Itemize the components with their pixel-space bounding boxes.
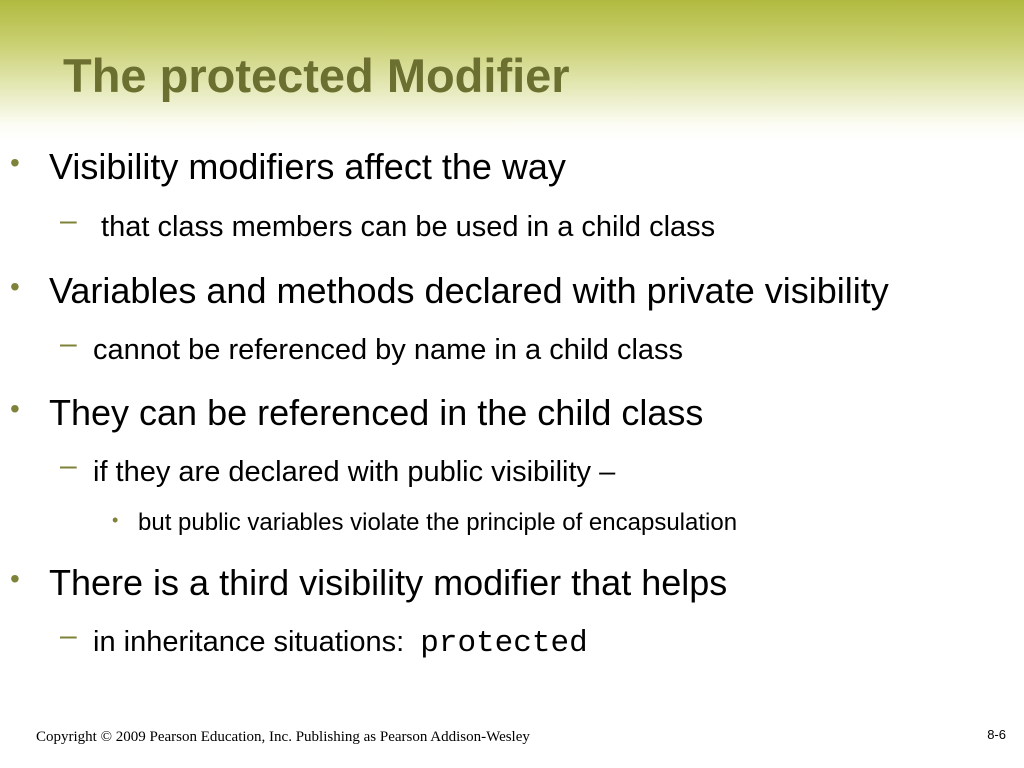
bullet-marker: •	[10, 563, 20, 594]
sub-bullet-text: if they are declared with public visibility –	[93, 456, 616, 488]
bullet-text: They can be referenced in the child class	[49, 392, 704, 433]
page-number: 8-6	[987, 727, 1006, 742]
sub-sub-bullet-text: but public variables violate the principle of encapsulation	[138, 509, 738, 536]
sub-bullet-item	[60, 619, 588, 662]
bullet-text: Variables and methods declared with private visibility	[49, 270, 889, 311]
sub-bullet-item	[60, 204, 716, 245]
bullet-text: There is a third visibility modifier that helps	[49, 562, 728, 603]
dash-marker: –	[60, 204, 77, 237]
sub-bullet-text: that class members can be used in a child class	[93, 211, 716, 243]
bullet-marker: •	[10, 393, 20, 424]
copyright-footer: Copyright © 2009 Pearson Education, Inc. Publishing as Pearson Addison-Wesley	[36, 729, 530, 745]
dash-marker: –	[60, 619, 77, 652]
bullet-item	[10, 391, 704, 435]
sub-bullet-item	[60, 327, 684, 368]
slide-title: The protected Modifier	[63, 49, 570, 102]
dash-marker: –	[60, 327, 77, 360]
sub-bullet-item	[60, 449, 616, 490]
sub-sub-bullet-item	[112, 508, 738, 538]
bullet-marker: •	[10, 147, 20, 178]
dash-marker: –	[60, 449, 77, 482]
bullet-text: Visibility modifiers affect the way	[49, 146, 566, 187]
sub-bullet-text: cannot be referenced by name in a child class	[93, 334, 684, 366]
bullet-marker: •	[112, 510, 119, 530]
bullet-item	[10, 145, 566, 189]
sub-bullet-text: in inheritance situations:	[93, 626, 421, 658]
code-keyword: protected	[420, 626, 588, 661]
bullet-item	[10, 561, 728, 605]
bullet-marker: •	[10, 271, 20, 302]
bullet-item	[10, 269, 889, 313]
